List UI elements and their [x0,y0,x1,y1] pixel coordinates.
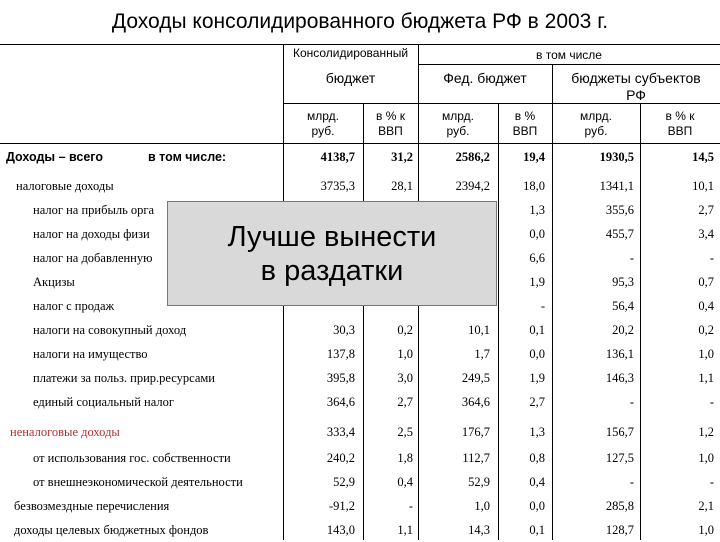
cell-col-1: 240,2 [326,451,355,465]
unit-c6-line2: ВВП [667,124,693,138]
cell-col-4: 0,4 [529,475,545,489]
table-row [0,342,720,366]
unit-c6 [640,109,720,139]
table-row [0,318,720,342]
row-label: от внешнеэкономической деятельности [33,475,243,489]
cell-col-2: 1,8 [397,451,413,465]
row-label: налог на доходы физи [33,227,150,241]
cell-col-6: 1,0 [698,451,714,465]
row-label: от использования гос. собственности [33,451,231,465]
row-label: неналоговые доходы [10,425,120,439]
row-label: платежи за польз. прир.ресурсами [33,371,215,385]
handout-callout [167,201,497,306]
cell-col-5: 156,7 [605,425,634,439]
cell-col-3: 364,6 [461,395,490,409]
header-consolidated-top: Консолидированный [292,46,409,60]
cell-col-5: 1930,5 [599,150,634,164]
cell-col-1: 30,3 [333,323,355,337]
table-row [0,366,720,390]
cell-col-5: 355,6 [605,203,634,217]
cell-col-6: - [709,395,714,409]
callout-line2: в раздатки [260,254,404,287]
cell-col-2: 28,1 [391,179,413,193]
table-row [0,174,720,198]
cell-col-1: -91,2 [328,499,355,513]
cell-col-6: 10,1 [692,179,714,193]
cell-col-6: - [709,475,714,489]
cell-col-1: 52,9 [333,475,355,489]
cell-col-1: 364,6 [326,395,355,409]
cell-col-1: 333,4 [326,425,355,439]
cell-col-5: 455,7 [605,227,634,241]
row-label-including: в том числе: [148,150,227,164]
cell-col-4: 19,4 [523,150,545,164]
callout-line1: Лучше вынести [227,220,437,253]
unit-c2-line1: в % к [376,109,405,123]
unit-c5 [552,109,640,139]
unit-c5-line2: руб. [584,124,608,138]
row-label: безвозмездные перечисления [14,499,170,513]
cell-col-3: 249,5 [461,371,490,385]
cell-col-6: 1,0 [698,347,714,361]
unit-c3 [418,109,498,139]
row-label: единый социальный налог [33,395,174,409]
cell-col-2: 31,2 [391,150,413,164]
table-row [0,145,720,169]
cell-col-4: 1,3 [529,203,545,217]
cell-col-2: 0,4 [397,475,413,489]
cell-col-5: 146,3 [605,371,634,385]
cell-col-4: 0,1 [529,323,545,337]
row-label: налог на добавленную [33,251,153,265]
cell-col-4: 2,7 [529,395,545,409]
cell-col-5: 56,4 [612,299,634,313]
cell-col-2: - [408,499,413,513]
unit-c5-line1: млрд. [580,109,612,123]
page-title: Доходы консолидированного бюджета РФ в 2003 г. [111,10,609,33]
cell-col-4: 1,9 [529,371,545,385]
header-regional-line1: бюджеты субъектов [571,70,701,86]
unit-c4-line2: ВВП [512,124,538,138]
cell-col-6: 2,7 [698,203,714,217]
cell-col-5: 128,7 [605,523,634,537]
cell-col-3: 176,7 [461,425,490,439]
cell-col-3: 52,9 [468,475,490,489]
cell-col-5: - [629,475,634,489]
cell-col-1: 395,8 [326,371,355,385]
cell-col-3: 2586,2 [455,150,490,164]
row-label: налоги на имущество [33,347,148,361]
cell-col-6: 0,2 [698,323,714,337]
cell-col-3: 10,1 [468,323,490,337]
header-consolidated-bottom: бюджет [325,70,376,86]
cell-col-6: 14,5 [692,150,714,164]
unit-c3-line2: руб. [446,124,470,138]
unit-c4-line1: в % [514,109,536,123]
cell-col-5: 20,2 [612,323,634,337]
cell-col-3: 2394,2 [455,179,490,193]
unit-c2-line2: ВВП [378,124,403,138]
cell-col-4: 6,6 [529,251,545,265]
cell-col-1: 143,0 [326,523,355,537]
cell-col-6: 3,4 [698,227,714,241]
cell-col-6: 1,0 [698,523,714,537]
header-regional [552,70,720,104]
row-label: доходы целевых бюджетных фондов [14,523,209,537]
unit-c1-line2: руб. [311,124,335,138]
cell-col-2: 2,5 [397,425,413,439]
cell-col-5: 136,1 [605,347,634,361]
cell-col-4: 18,0 [523,179,545,193]
table-top-border [0,44,720,45]
table-row [0,446,720,470]
cell-col-4: 1,3 [529,425,545,439]
row-label: налоговые доходы [16,179,114,193]
cell-col-1: 137,8 [326,347,355,361]
cell-col-4: 0,8 [529,451,545,465]
row-label: налог на прибыль орга [33,203,155,217]
cell-col-6: 2,1 [698,499,714,513]
header-bottom-border [0,143,720,144]
row-label: налог с продаж [33,299,115,313]
cell-col-6: 0,4 [698,299,714,313]
unit-c1 [283,109,363,139]
row-label: Доходы – всего [6,150,103,164]
cell-col-4: 1,9 [529,275,545,289]
cell-col-3: 14,3 [468,523,490,537]
cell-col-6: 1,2 [698,425,714,439]
cell-col-2: 3,0 [397,371,413,385]
cell-col-2: 1,0 [397,347,413,361]
unit-c4 [498,109,552,139]
cell-col-6: 0,7 [698,275,714,289]
cell-col-5: - [629,251,634,265]
unit-c3-line1: млрд. [442,109,474,123]
header-divider-including [418,64,720,65]
cell-col-5: 95,3 [612,275,634,289]
cell-col-4: 0,1 [529,523,545,537]
table-row [0,518,720,542]
cell-col-4: 0,0 [529,499,545,513]
cell-col-5: 1341,1 [599,179,634,193]
cell-col-5: - [629,395,634,409]
row-label: налоги на совокупный доход [33,323,187,337]
cell-col-4: - [540,299,545,313]
cell-col-5: 285,8 [605,499,634,513]
table-row [0,470,720,494]
cell-col-5: 127,5 [605,451,634,465]
cell-col-1: 3735,3 [320,179,355,193]
cell-col-6: 1,1 [698,371,714,385]
table-row [0,494,720,518]
header-regional-line2: РФ [626,87,646,103]
cell-col-2: 1,1 [397,523,413,537]
cell-col-6: - [709,251,714,265]
table-row [0,390,720,414]
unit-c6-line1: в % к [665,109,695,123]
cell-col-4: 0,0 [529,227,545,241]
cell-col-3: 1,7 [474,347,490,361]
cell-col-2: 0,2 [397,323,413,337]
unit-c1-line1: млрд. [307,109,339,123]
cell-col-3: 112,7 [462,451,490,465]
header-federal: Фед. бюджет [443,70,527,86]
unit-c2 [363,109,418,139]
cell-col-2: 2,7 [397,395,413,409]
cell-col-4: 0,0 [529,347,545,361]
row-label: Акцизы [33,275,75,289]
cell-col-1: 4138,7 [320,150,355,164]
cell-col-3: 1,0 [474,499,490,513]
header-including: в том числе [536,48,602,62]
table-row [0,420,720,444]
